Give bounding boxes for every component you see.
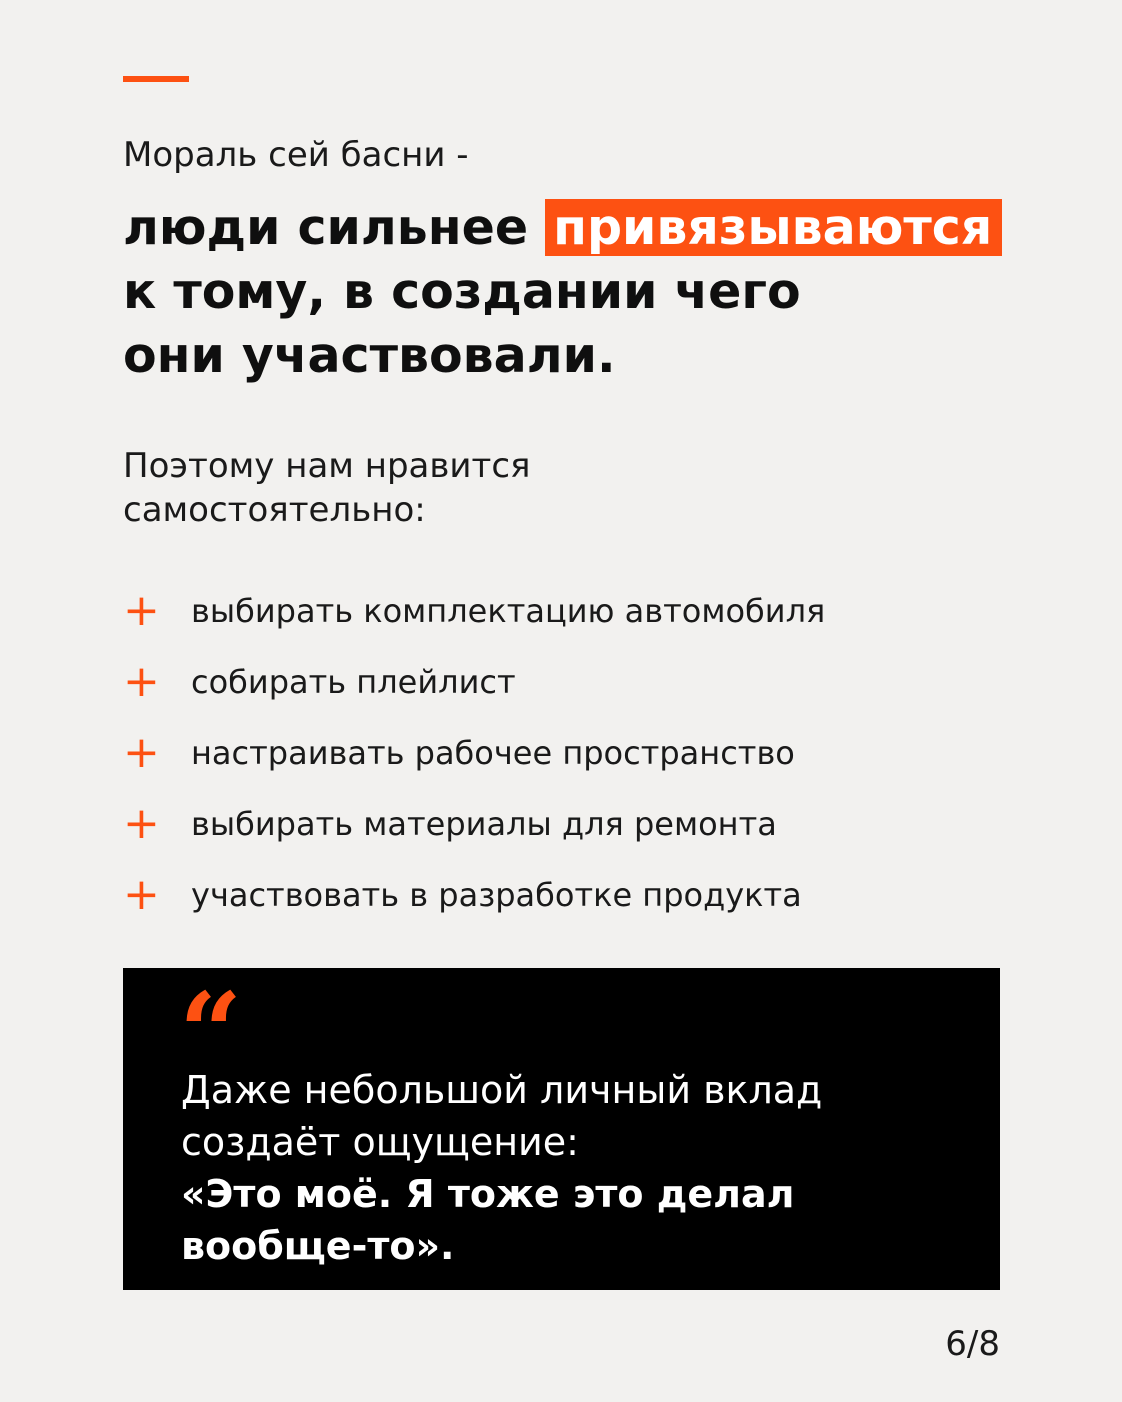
list-item [123,859,825,930]
list-lead-line-1: Поэтому нам нравится [123,446,531,486]
page-counter: 6/8 [945,1324,1000,1364]
list-item-text: выбирать материалы для ремонта [191,804,777,843]
quote-box [123,968,1000,1290]
plus-icon: + [123,584,160,636]
headline [123,196,1023,388]
list-lead-line-2: самостоятельно: [123,490,426,530]
quote-line-3: «Это моё. Я тоже это делал [181,1172,795,1216]
headline-highlight: привязываются [545,199,1002,256]
benefit-list [123,575,825,930]
list-lead [123,444,530,532]
accent-bar [123,76,189,82]
list-item [123,717,825,788]
plus-icon: + [123,797,160,849]
list-item [123,788,825,859]
list-item [123,646,825,717]
quote-line-4: вообще-то». [181,1224,455,1268]
list-item [123,575,825,646]
plus-icon: + [123,655,160,707]
quote-line-1: Даже небольшой личный вклад [181,1068,823,1112]
list-item-text: настраивать рабочее пространство [191,733,795,772]
quote-line-2: создаёт ощущение: [181,1120,579,1164]
plus-icon: + [123,726,160,778]
headline-line-2: к тому, в создании чего [123,263,801,320]
list-item-text: собирать плейлист [191,662,516,701]
headline-line-3: они участвовали. [123,327,616,384]
plus-icon: + [123,868,160,920]
quote-mark-icon: “ [179,968,243,1097]
headline-line-1-text: люди сильнее [123,199,546,256]
quote-text [181,1064,961,1272]
list-item-text: выбирать комплектацию автомобиля [191,591,826,630]
headline-line-1 [123,196,1023,260]
intro-text: Мораль сей басни - [123,135,469,175]
list-item-text: участвовать в разработке продукта [191,875,802,914]
